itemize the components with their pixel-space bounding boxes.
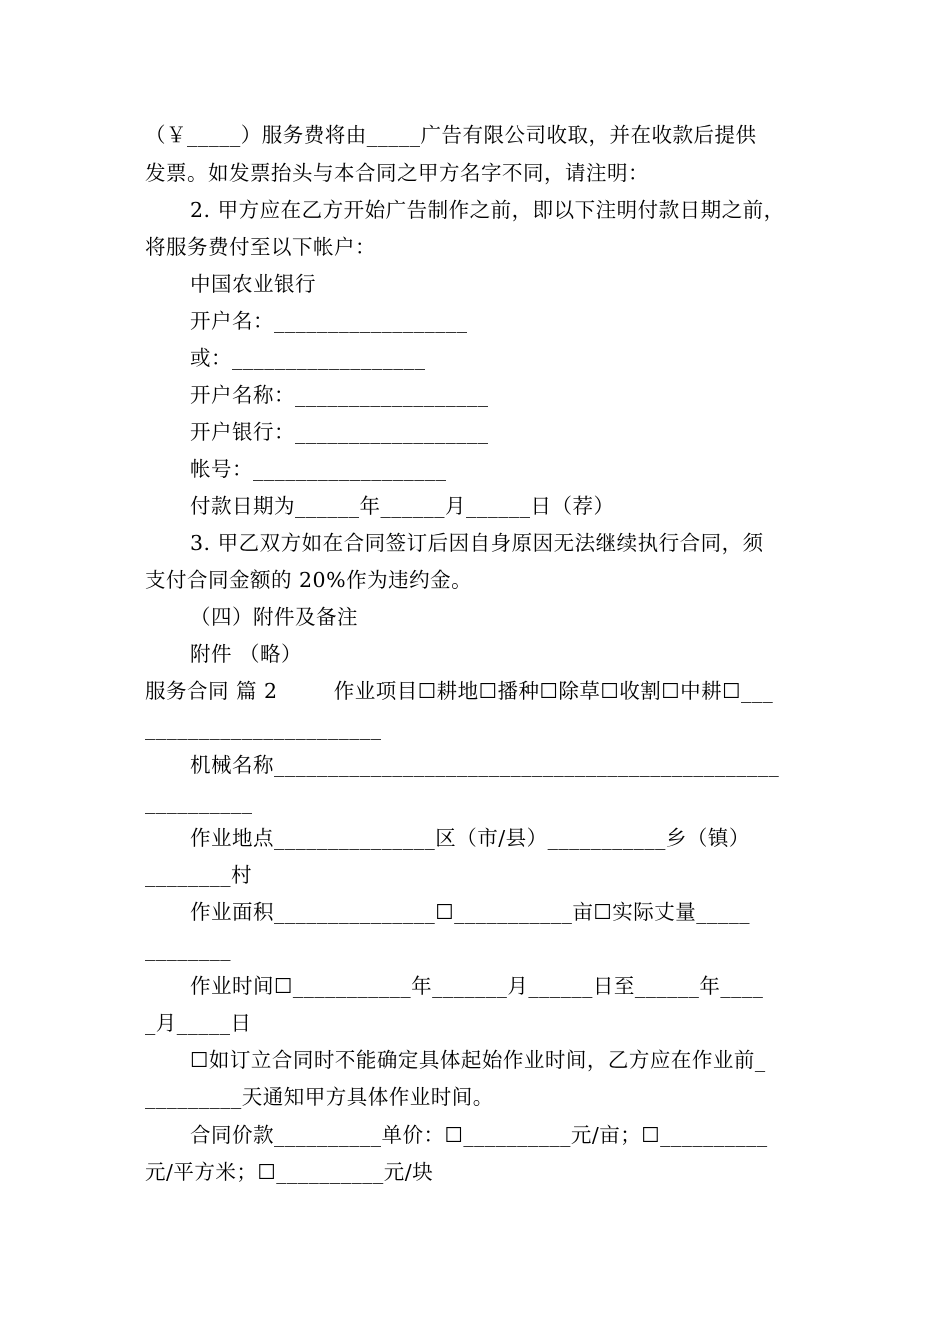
paragraph-line: 3. 甲乙双方如在合同签订后因自身原因无法继续执行合同，须 bbox=[190, 531, 764, 555]
paragraph-line: ________村 bbox=[145, 863, 252, 887]
payment-date-field: 付款日期为______年______月______日（荐） bbox=[190, 494, 615, 518]
attachment-line: 附件 （略） bbox=[190, 642, 303, 666]
paragraph-line: 支付合同金额的 20%作为违约金。 bbox=[145, 568, 473, 592]
paragraph-line: 将服务费付至以下帐户： bbox=[145, 235, 376, 259]
work-area-field: 作业面积_______________☐___________亩☐实际丈量_____ bbox=[190, 900, 751, 924]
contract-price-field: 合同价款__________单价：☐__________元/亩；☐__________ bbox=[190, 1123, 768, 1147]
paragraph-line: __________ bbox=[145, 790, 253, 814]
paragraph-line: ______________________ bbox=[145, 716, 382, 740]
account-holder-field: 开户名：__________________ bbox=[190, 309, 468, 333]
work-time-field: 作业时间☐___________年_______月______日至______年____ bbox=[190, 974, 764, 998]
account-name-field: 开户名称：__________________ bbox=[190, 383, 489, 407]
alternative-field: 或：__________________ bbox=[190, 346, 426, 370]
paragraph-line: ☐如订立合同时不能确定具体起始作业时间，乙方应在作业前_ bbox=[190, 1048, 766, 1072]
contract-title-line: 服务合同 篇 2 作业项目☐耕地☐播种☐除草☐收割☐中耕☐___ bbox=[145, 679, 774, 703]
bank-name: 中国农业银行 bbox=[190, 272, 316, 296]
paragraph-line: 发票。如发票抬头与本合同之甲方名字不同，请注明： bbox=[145, 161, 649, 185]
paragraph-line: _________天通知甲方具体作业时间。 bbox=[145, 1085, 494, 1109]
paragraph-line: （￥_____）服务费将由_____广告有限公司收取，并在收款后提供 bbox=[145, 123, 757, 147]
machine-name-field: 机械名称_______________________________________________ bbox=[190, 753, 780, 777]
section-heading: （四）附件及备注 bbox=[190, 605, 358, 629]
paragraph-line: 元/平方米；☐__________元/块 bbox=[145, 1160, 434, 1184]
paragraph-line: 2. 甲方应在乙方开始广告制作之前，即以下注明付款日期之前， bbox=[190, 198, 785, 222]
paragraph-line: ________ bbox=[145, 937, 231, 961]
account-bank-field: 开户银行：__________________ bbox=[190, 420, 489, 444]
paragraph-line: _月_____日 bbox=[145, 1011, 252, 1035]
work-location-field: 作业地点_______________区（市/县）___________乡（镇） bbox=[190, 826, 750, 850]
account-number-field: 帐号：__________________ bbox=[190, 457, 447, 481]
